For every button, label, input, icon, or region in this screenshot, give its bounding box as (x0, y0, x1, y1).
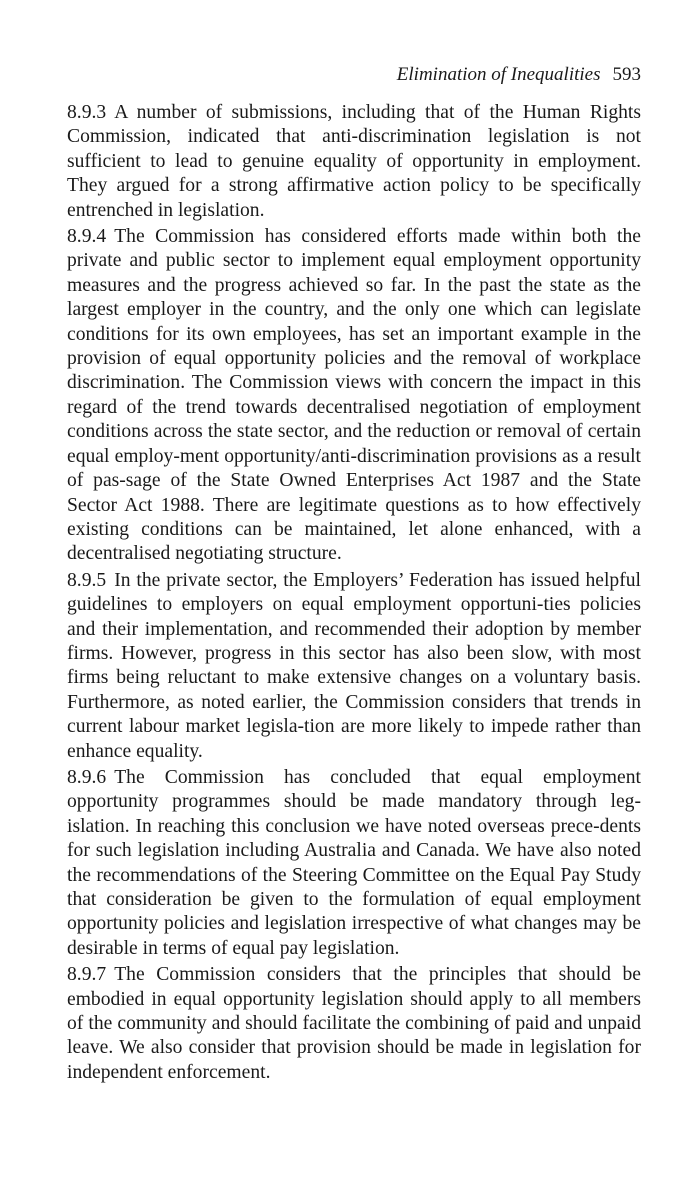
paragraph-text: A number of submissions, including that of the Human Rights Commission, indicated that anti-discrimination legislation is not sufficient to lead to genuine equality of opportunity in employment. They argued for a strong affirmative action policy to be specifically entrenched in legislation. (67, 102, 641, 221)
paragraph-text: The Commission has concluded that equal employment opportunity programmes should be made mandatory through leg-islation. In reaching this conclusion we have noted overseas prece-dents for such legislation including Australia and Canada. We have also noted the recommendations of the Steering Committee on the Equal Pay Study that consideration be given to the formulation of equal employment opportunity policies and legislation irrespective of what changes may be desirable in terms of equal pay legislation. (67, 766, 641, 959)
running-head (67, 62, 641, 88)
paragraph-text: The Commission has considered efforts made within both the private and public sector to implement equal employment opportunity measures and the progress achieved so far. In the past the state as the largest employer in the country, and the only one which can legislate conditions for its own employees, has set an important example in the provision of equal opportunity policies and the removal of workplace discrimination. The Commission views with concern the impact in this regard of the trend towards decentralised negotiation of employment conditions across the state sector, and the reduction or removal of certain equal employ-ment opportunity/anti-discrimination provisions as a result of pas-sage of the State Owned Enterprises Act 1987 and the State Sector Act 1988. There are legitimate questions as to how effectively existing conditions can be maintained, let alone enhanced, with a decentralised negotiating structure. (67, 226, 641, 565)
paragraph-8-9-6 (67, 766, 641, 961)
paragraph-8-9-4 (67, 225, 641, 567)
page-number: 593 (612, 64, 641, 85)
paragraph-number: 8.9.3 (67, 102, 107, 123)
paragraph-number: 8.9.4 (67, 226, 107, 248)
chapter-title: Elimination of Inequalities (396, 64, 601, 85)
paragraph-8-9-7 (67, 963, 641, 1085)
paragraph-text: The Commission considers that the principles that should be embodied in equal opportunity legislation should apply to all members of the community and should facilitate the combining of paid and unpaid leave. We also consider that provision should be made in legislation for independent enforcement. (67, 964, 641, 1083)
paragraph-number: 8.9.6 (67, 766, 107, 788)
paragraph-number: 8.9.5 (67, 569, 107, 591)
book-page (67, 62, 641, 1087)
paragraph-8-9-5 (67, 569, 641, 764)
paragraph-8-9-3 (67, 101, 641, 223)
paragraph-text: In the private sector, the Employers’ Federation has issued helpful guidelines to employers on equal employment opportuni-ties policies and their implementation, and recommended their adoption by member firms. However, progress in this sector has also been slow, with most firms being reluctant to make extensive changes on a voluntary basis. Furthermore, as noted earlier, the Commission considers that trends in current labour market legisla-tion are more likely to impede rather than enhance equality. (67, 569, 641, 762)
paragraph-number: 8.9.7 (67, 964, 107, 986)
